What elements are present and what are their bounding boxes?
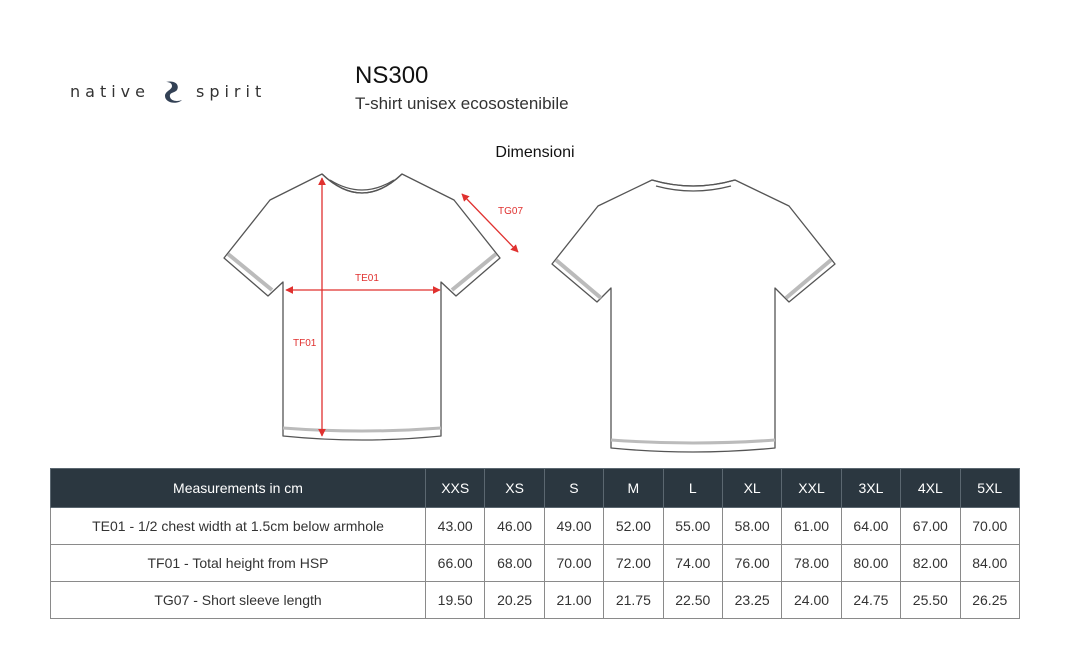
table-cell: 58.00 xyxy=(722,508,781,545)
chest-measure-label: TE01 xyxy=(355,273,379,284)
product-description: T-shirt unisex ecosostenibile xyxy=(355,94,569,113)
table-cell: 66.00 xyxy=(426,545,485,582)
size-chart-table xyxy=(50,468,1020,619)
table-cell: 82.00 xyxy=(901,545,960,582)
header-size: M xyxy=(604,469,663,508)
table-cell: 78.00 xyxy=(782,545,841,582)
row-label: TF01 - Total height from HSP xyxy=(51,545,426,582)
table-cell: 70.00 xyxy=(544,545,603,582)
header-size: 5XL xyxy=(960,469,1019,508)
table-cell: 21.75 xyxy=(604,582,663,619)
table-cell: 23.25 xyxy=(722,582,781,619)
table-cell: 55.00 xyxy=(663,508,722,545)
table-cell: 68.00 xyxy=(485,545,544,582)
header-size: XL xyxy=(722,469,781,508)
table-cell: 64.00 xyxy=(841,508,900,545)
table-cell: 46.00 xyxy=(485,508,544,545)
logo-text-left: native xyxy=(70,81,150,101)
table-row xyxy=(51,508,1020,545)
header-size: L xyxy=(663,469,722,508)
header-size: 4XL xyxy=(901,469,960,508)
header-size: XS xyxy=(485,469,544,508)
table-cell: 43.00 xyxy=(426,508,485,545)
tshirt-front-drawing xyxy=(224,174,500,440)
table-cell: 26.25 xyxy=(960,582,1019,619)
height-measure-label: TF01 xyxy=(293,338,317,349)
logo-text-right: spirit xyxy=(195,81,267,101)
table-cell: 24.00 xyxy=(782,582,841,619)
table-cell: 21.00 xyxy=(544,582,603,619)
row-label: TE01 - 1/2 chest width at 1.5cm below armhole xyxy=(51,508,426,545)
table-cell: 72.00 xyxy=(604,545,663,582)
table-cell: 80.00 xyxy=(841,545,900,582)
header-size: XXL xyxy=(782,469,841,508)
row-label: TG07 - Short sleeve length xyxy=(51,582,426,619)
table-cell: 67.00 xyxy=(901,508,960,545)
header-size: 3XL xyxy=(841,469,900,508)
table-cell: 49.00 xyxy=(544,508,603,545)
header-size: XXS xyxy=(426,469,485,508)
tshirt-back-drawing xyxy=(552,180,835,452)
table-row xyxy=(51,545,1020,582)
table-cell: 84.00 xyxy=(960,545,1019,582)
table-cell: 19.50 xyxy=(426,582,485,619)
section-title: Dimensioni xyxy=(495,144,575,161)
table-cell: 70.00 xyxy=(960,508,1019,545)
table-row xyxy=(51,582,1020,619)
table-cell: 61.00 xyxy=(782,508,841,545)
table-cell: 76.00 xyxy=(722,545,781,582)
sleeve-measure-label: TG07 xyxy=(498,206,524,217)
table-cell: 52.00 xyxy=(604,508,663,545)
table-cell: 24.75 xyxy=(841,582,900,619)
table-header-row xyxy=(51,469,1020,508)
table-cell: 25.50 xyxy=(901,582,960,619)
product-code: NS300 xyxy=(355,62,429,89)
header-size: S xyxy=(544,469,603,508)
header-measurements: Measurements in cm xyxy=(51,469,426,508)
table-cell: 74.00 xyxy=(663,545,722,582)
table-cell: 22.50 xyxy=(663,582,722,619)
table-cell: 20.25 xyxy=(485,582,544,619)
